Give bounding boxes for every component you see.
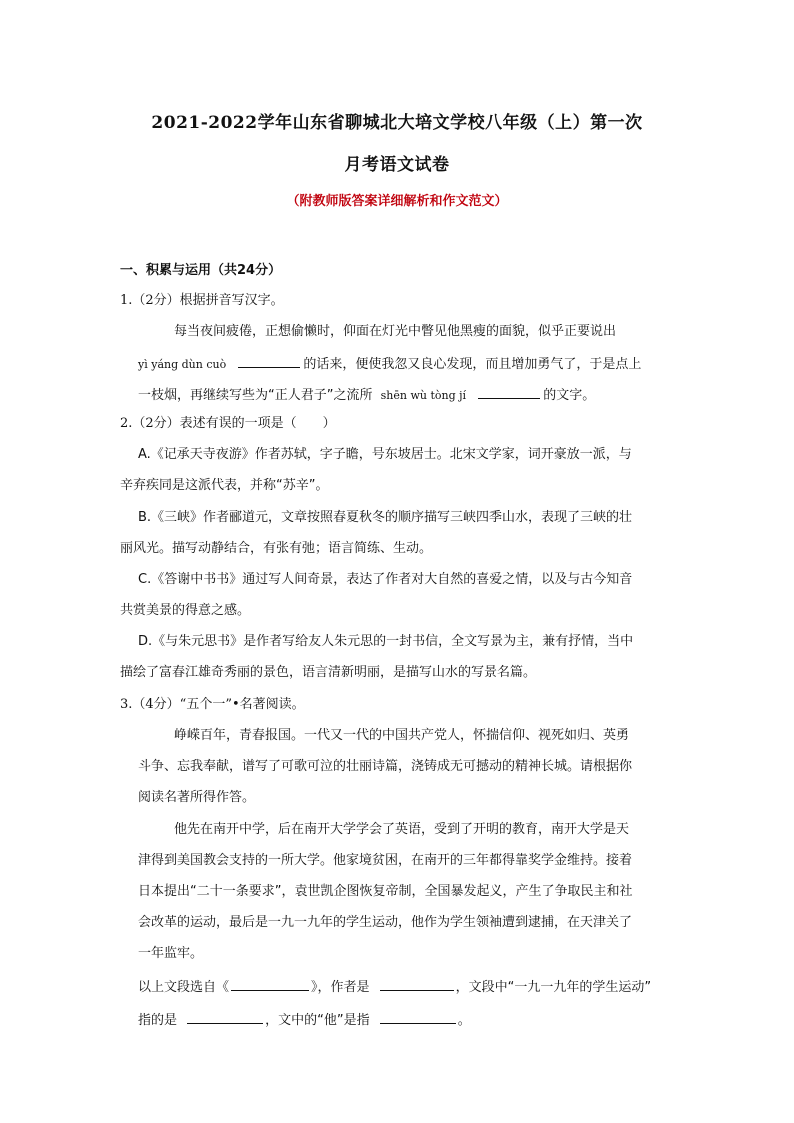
- question-3-answer-line1: [138, 977, 651, 997]
- option-d-line1[interactable]: D.《与朱元思书》是作者写给友人朱元思的一封书信，全文写景为主，兼有抒情，当中: [138, 634, 634, 649]
- answer-blank-book[interactable]: [231, 977, 309, 991]
- question-3-para1-line3: 阅读名著所得作答。: [138, 790, 256, 805]
- option-c-line2: 共赏美景的得意之感。: [120, 603, 251, 618]
- question-1-line3-end: 的文字。: [543, 388, 596, 403]
- q3-text-4: 指的是: [138, 1013, 178, 1028]
- question-3-para1-line2: 斗争、忘我奉献，谱写了可歌可泣的壮丽诗篇，浇铸成无可撼动的精神长城。请根据你: [138, 759, 633, 774]
- q3-text-6: 。: [457, 1013, 471, 1028]
- question-2-stem: 2.（2分）表述有误的一项是（ ）: [120, 416, 336, 431]
- option-b-line2: 丽风光。描写动静结合，有张有弛；语言简练、生动。: [120, 541, 433, 556]
- q3-text-5: ，文中的“他”是指: [265, 1013, 370, 1028]
- answer-blank-movement[interactable]: [187, 1010, 263, 1024]
- question-3-para2-line2: 津得到美国教会支持的一所大学。他家境贫困，在南开的三年都得靠奖学金维持。接着: [138, 853, 633, 868]
- option-a-line1[interactable]: A.《记承天寺夜游》作者苏轼，字子瞻，号东坡居士。北宋文学家，词开豪放一派，与: [138, 447, 632, 462]
- q3-text-1: 以上文段选自《: [138, 980, 230, 995]
- question-1-stem: 1.（2分）根据拼音写汉字。: [120, 293, 284, 308]
- option-b-line1[interactable]: B.《三峡》作者郦道元，文章按照春夏秋冬的顺序描写三峡四季山水，表现了三峡的壮: [138, 510, 633, 525]
- question-1-line3-text: 一枝烟，再继续写些为“正人君子”之流所: [138, 388, 373, 403]
- option-c-line1[interactable]: C.《答谢中书书》通过写人间奇景，表达了作者对大自然的喜爱之情，以及与古今知音: [138, 572, 633, 587]
- answer-blank-person[interactable]: [380, 1010, 456, 1024]
- exam-subtitle: （附教师版答案详细解析和作文范文）: [286, 194, 508, 209]
- option-a-line2: 辛弃疾同是这派代表，并称“苏辛”。: [120, 478, 329, 493]
- question-3-para2-line3: 日本提出“二十一条要求”，袁世凯企图恢复帝制，全国暴发起义，产生了争取民主和社: [138, 884, 633, 899]
- answer-blank-author[interactable]: [380, 977, 454, 991]
- question-3-para2-line5: 一年监牢。: [138, 946, 204, 961]
- q3-text-3: ，文段中“一九一九年的学生运动”: [455, 980, 652, 995]
- question-1-line1: 每当夜间疲倦，正想偷懒时，仰面在灯光中瞥见他黑瘦的面貌，似乎正要说出: [174, 324, 617, 339]
- pinyin-2: shēn wù tòng jí: [380, 389, 467, 402]
- question-3-para2-line1: 他先在南开中学，后在南开大学学会了英语，受到了开明的教育，南开大学是天: [174, 822, 630, 837]
- option-d-line2: 描绘了富春江雄奇秀丽的景色，语言清新明丽，是描写山水的写景名篇。: [120, 665, 537, 680]
- question-1-line2: [138, 354, 641, 374]
- section-heading: 一、积累与运用（共24分）: [120, 263, 282, 278]
- answer-blank-1[interactable]: [238, 354, 300, 368]
- question-3-para2-line4: 会改革的运动，最后是一九一九年的学生运动，他作为学生领袖遭到逮捕，在天津关了: [138, 915, 633, 930]
- answer-blank-2[interactable]: [478, 385, 540, 399]
- question-3-stem: 3.（4分）“五个一”•名著阅读。: [120, 697, 305, 712]
- q3-text-2: 》，作者是: [311, 980, 370, 995]
- question-1-line3: [138, 385, 595, 405]
- exam-title-line2: 月考语文试卷: [344, 155, 450, 175]
- question-1-line2-text: 的话来，便使我忽又良心发现，而且增加勇气了，于是点上: [303, 357, 642, 372]
- question-3-para1-line1: 峥嵘百年，青春报国。一代又一代的中国共产党人，怀揣信仰、视死如归、英勇: [174, 728, 630, 743]
- pinyin-1: yì yáng dùn cuò: [138, 358, 227, 371]
- question-3-answer-line2: [138, 1010, 471, 1030]
- exam-title-line1: 2021-2022学年山东省聊城北大培文学校八年级（上）第一次: [151, 113, 643, 133]
